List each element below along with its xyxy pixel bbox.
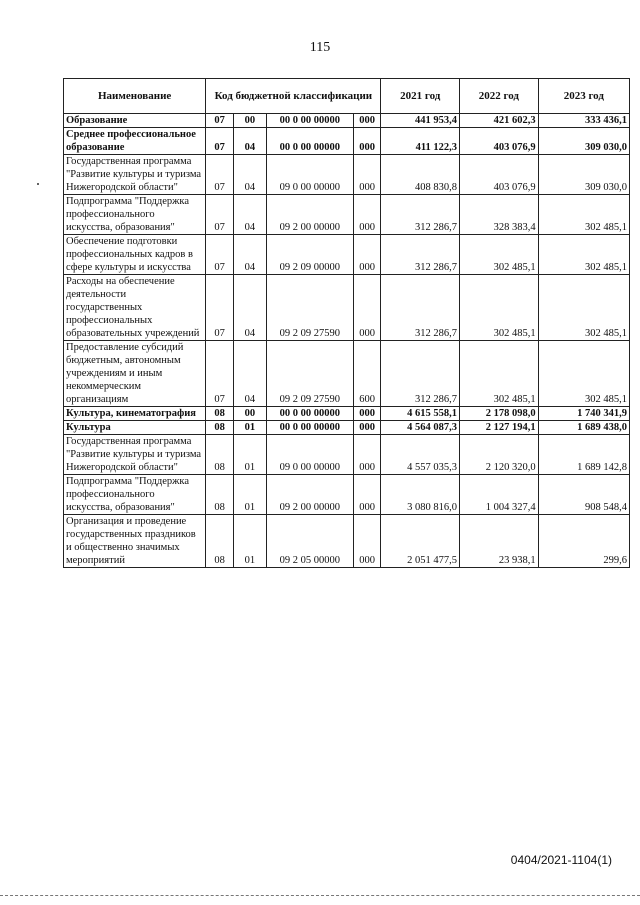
row-expense-type: 000 <box>353 515 381 568</box>
row-subsection: 04 <box>233 341 266 407</box>
row-section: 07 <box>206 195 234 235</box>
row-name: Образование <box>64 114 206 128</box>
row-section: 07 <box>206 235 234 275</box>
row-value-2022: 403 076,9 <box>460 128 539 155</box>
row-value-2021: 4 615 558,1 <box>381 407 460 421</box>
row-value-2021: 4 557 035,3 <box>381 435 460 475</box>
row-section: 08 <box>206 407 234 421</box>
table-row <box>64 155 630 195</box>
row-subsection: 04 <box>233 275 266 341</box>
row-value-2021: 312 286,7 <box>381 235 460 275</box>
row-value-2021: 3 080 816,0 <box>381 475 460 515</box>
row-name: Культура <box>64 421 206 435</box>
row-expense-type: 600 <box>353 341 381 407</box>
table-row <box>64 195 630 235</box>
row-expense-type: 000 <box>353 475 381 515</box>
row-expense-type: 000 <box>353 155 381 195</box>
row-expense-type: 000 <box>353 421 381 435</box>
table-row <box>64 341 630 407</box>
row-value-2022: 302 485,1 <box>460 275 539 341</box>
row-expense-type: 000 <box>353 435 381 475</box>
table-row <box>64 114 630 128</box>
document-code: 0404/2021-1104(1) <box>510 853 612 867</box>
row-subsection: 01 <box>233 435 266 475</box>
row-section: 07 <box>206 128 234 155</box>
row-value-2022: 2 127 194,1 <box>460 421 539 435</box>
row-name: Подпрограмма "Поддержка профессионального искусства, образования" <box>64 195 206 235</box>
row-value-2021: 4 564 087,3 <box>381 421 460 435</box>
row-target-code: 09 2 09 27590 <box>266 275 353 341</box>
row-target-code: 09 2 00 00000 <box>266 195 353 235</box>
table-row <box>64 407 630 421</box>
page-number: 115 <box>309 40 331 55</box>
scan-edge-line <box>0 895 640 897</box>
row-value-2022: 2 120 320,0 <box>460 435 539 475</box>
header-code: Код бюджетной классификации <box>206 79 381 114</box>
row-value-2023: 908 548,4 <box>538 475 629 515</box>
row-subsection: 04 <box>233 155 266 195</box>
row-value-2021: 312 286,7 <box>381 341 460 407</box>
row-value-2021: 408 830,8 <box>381 155 460 195</box>
row-target-code: 09 2 00 00000 <box>266 475 353 515</box>
row-value-2023: 299,6 <box>538 515 629 568</box>
row-value-2022: 302 485,1 <box>460 235 539 275</box>
row-name: Среднее профессиональное образование <box>64 128 206 155</box>
table-row <box>64 475 630 515</box>
row-subsection: 04 <box>233 128 266 155</box>
row-target-code: 00 0 00 00000 <box>266 114 353 128</box>
row-section: 07 <box>206 275 234 341</box>
row-name: Государственная программа "Развитие культуры и туризма Нижегородской области" <box>64 155 206 195</box>
row-subsection: 00 <box>233 407 266 421</box>
row-target-code: 00 0 00 00000 <box>266 128 353 155</box>
row-value-2021: 441 953,4 <box>381 114 460 128</box>
table-row <box>64 421 630 435</box>
row-value-2022: 421 602,3 <box>460 114 539 128</box>
row-subsection: 00 <box>233 114 266 128</box>
row-value-2023: 309 030,0 <box>538 155 629 195</box>
row-value-2022: 328 383,4 <box>460 195 539 235</box>
row-name: Подпрограмма "Поддержка профессионального искусства, образования" <box>64 475 206 515</box>
row-name: Культура, кинематография <box>64 407 206 421</box>
table-row <box>64 128 630 155</box>
row-target-code: 09 2 05 00000 <box>266 515 353 568</box>
row-subsection: 04 <box>233 195 266 235</box>
row-value-2022: 2 178 098,0 <box>460 407 539 421</box>
row-value-2023: 1 689 142,8 <box>538 435 629 475</box>
row-expense-type: 000 <box>353 195 381 235</box>
row-target-code: 09 2 09 00000 <box>266 235 353 275</box>
row-section: 08 <box>206 421 234 435</box>
row-value-2022: 23 938,1 <box>460 515 539 568</box>
row-value-2023: 309 030,0 <box>538 128 629 155</box>
row-target-code: 09 0 00 00000 <box>266 435 353 475</box>
row-value-2022: 1 004 327,4 <box>460 475 539 515</box>
row-name: Организация и проведение государственных праздников и общественно значимых мероприятий <box>64 515 206 568</box>
row-section: 07 <box>206 341 234 407</box>
row-target-code: 00 0 00 00000 <box>266 421 353 435</box>
row-subsection: 01 <box>233 475 266 515</box>
row-expense-type: 000 <box>353 128 381 155</box>
row-section: 07 <box>206 155 234 195</box>
header-name: Наименование <box>64 79 206 114</box>
row-target-code: 09 0 00 00000 <box>266 155 353 195</box>
row-name: Государственная программа "Развитие культуры и туризма Нижегородской области" <box>64 435 206 475</box>
row-value-2023: 333 436,1 <box>538 114 629 128</box>
row-name: Предоставление субсидий бюджетным, автономным учреждениям и иным некоммерческим организациям <box>64 341 206 407</box>
header-2021: 2021 год <box>381 79 460 114</box>
row-value-2023: 302 485,1 <box>538 275 629 341</box>
row-subsection: 01 <box>233 421 266 435</box>
row-subsection: 04 <box>233 235 266 275</box>
row-value-2023: 302 485,1 <box>538 195 629 235</box>
table-row <box>64 435 630 475</box>
row-value-2021: 312 286,7 <box>381 195 460 235</box>
row-expense-type: 000 <box>353 407 381 421</box>
table-header <box>64 79 630 114</box>
row-value-2021: 411 122,3 <box>381 128 460 155</box>
row-name: Расходы на обеспечение деятельности государственных профессиональных образовательных учреждений <box>64 275 206 341</box>
row-value-2022: 302 485,1 <box>460 341 539 407</box>
row-value-2021: 2 051 477,5 <box>381 515 460 568</box>
row-expense-type: 000 <box>353 114 381 128</box>
row-section: 08 <box>206 515 234 568</box>
row-value-2021: 312 286,7 <box>381 275 460 341</box>
row-expense-type: 000 <box>353 275 381 341</box>
table-row <box>64 235 630 275</box>
row-section: 07 <box>206 114 234 128</box>
row-value-2023: 1 689 438,0 <box>538 421 629 435</box>
row-target-code: 00 0 00 00000 <box>266 407 353 421</box>
row-value-2022: 403 076,9 <box>460 155 539 195</box>
row-value-2023: 1 740 341,9 <box>538 407 629 421</box>
row-target-code: 09 2 09 27590 <box>266 341 353 407</box>
table-row <box>64 275 630 341</box>
scan-speck <box>37 183 39 185</box>
row-section: 08 <box>206 475 234 515</box>
row-section: 08 <box>206 435 234 475</box>
header-2023: 2023 год <box>538 79 629 114</box>
budget-table <box>63 78 630 568</box>
row-value-2023: 302 485,1 <box>538 235 629 275</box>
header-2022: 2022 год <box>460 79 539 114</box>
table-row <box>64 515 630 568</box>
row-expense-type: 000 <box>353 235 381 275</box>
row-subsection: 01 <box>233 515 266 568</box>
row-value-2023: 302 485,1 <box>538 341 629 407</box>
row-name: Обеспечение подготовки профессиональных кадров в сфере культуры и искусства <box>64 235 206 275</box>
